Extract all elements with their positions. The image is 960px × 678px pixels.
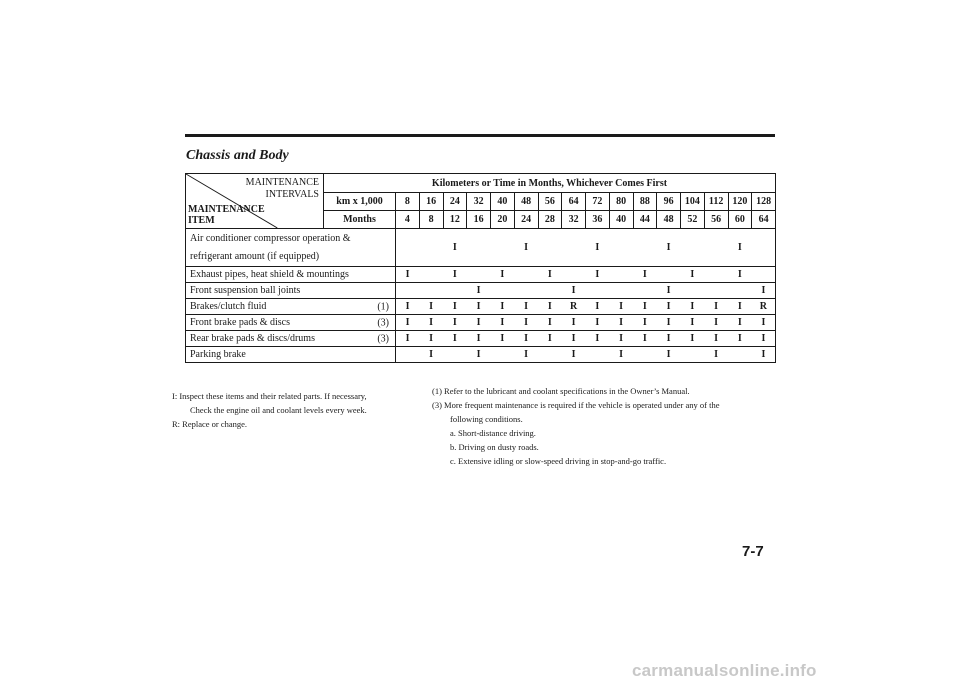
schedule-mark: I <box>752 315 776 331</box>
schedule-mark <box>728 283 752 299</box>
months-value: 24 <box>514 211 538 229</box>
section-title: Chassis and Body <box>186 148 289 163</box>
schedule-mark: I <box>443 267 467 283</box>
footnote-3a: a. Short-distance driving. <box>450 428 536 438</box>
table-row <box>186 229 776 267</box>
schedule-mark: I <box>491 331 515 347</box>
schedule-mark <box>752 267 776 283</box>
schedule-mark: I <box>443 315 467 331</box>
schedule-mark: I <box>396 331 420 347</box>
schedule-mark <box>538 347 562 363</box>
schedule-mark <box>609 283 633 299</box>
schedule-mark <box>562 229 586 267</box>
schedule-mark <box>419 229 443 267</box>
km-label: km x 1,000 <box>324 193 396 211</box>
corner-item-label: MAINTENANCE ITEM <box>188 204 265 226</box>
km-value: 112 <box>704 193 728 211</box>
header-row-span <box>186 174 776 193</box>
schedule-mark: I <box>396 315 420 331</box>
schedule-mark <box>491 283 515 299</box>
schedule-mark <box>704 283 728 299</box>
schedule-mark <box>491 347 515 363</box>
item-name: Exhaust pipes, heat shield & mountings <box>186 267 396 283</box>
schedule-mark <box>443 347 467 363</box>
months-value: 8 <box>419 211 443 229</box>
schedule-mark <box>538 283 562 299</box>
schedule-mark: I <box>514 299 538 315</box>
schedule-mark: I <box>752 283 776 299</box>
schedule-mark <box>419 283 443 299</box>
schedule-mark <box>681 347 705 363</box>
legend-inspect: I: Inspect these items and their related parts. If necessary, <box>172 391 367 401</box>
km-value: 16 <box>419 193 443 211</box>
footnote-3: (3) More frequent maintenance is required if the vehicle is operated under any of the <box>432 400 720 410</box>
months-value: 60 <box>728 211 752 229</box>
footnote-1: (1) Refer to the lubricant and coolant specifications in the Owner’s Manual. <box>432 386 690 396</box>
schedule-mark: I <box>419 315 443 331</box>
schedule-mark <box>728 347 752 363</box>
km-value: 64 <box>562 193 586 211</box>
schedule-mark: I <box>538 267 562 283</box>
schedule-mark <box>752 229 776 267</box>
schedule-mark <box>633 283 657 299</box>
schedule-mark: I <box>704 315 728 331</box>
legend-replace: R: Replace or change. <box>172 419 248 429</box>
table-row <box>186 315 776 331</box>
schedule-mark: I <box>657 299 681 315</box>
legend <box>172 389 412 431</box>
km-value: 88 <box>633 193 657 211</box>
schedule-mark: I <box>681 267 705 283</box>
schedule-mark: I <box>514 331 538 347</box>
schedule-mark: I <box>467 315 491 331</box>
schedule-mark: I <box>704 347 728 363</box>
table-row <box>186 267 776 283</box>
schedule-mark <box>514 283 538 299</box>
schedule-mark <box>704 229 728 267</box>
schedule-mark: I <box>491 267 515 283</box>
span-header: Kilometers or Time in Months, Whichever Comes First <box>324 174 776 193</box>
schedule-mark: I <box>681 299 705 315</box>
schedule-mark: I <box>657 229 681 267</box>
schedule-mark: I <box>657 331 681 347</box>
legend-inspect-cont: Check the engine oil and coolant levels every week. <box>190 405 367 415</box>
schedule-mark <box>586 283 610 299</box>
schedule-mark <box>491 229 515 267</box>
months-value: 48 <box>657 211 681 229</box>
schedule-mark: I <box>728 315 752 331</box>
schedule-mark: I <box>562 347 586 363</box>
months-value: 56 <box>704 211 728 229</box>
schedule-mark: I <box>728 299 752 315</box>
corner-intervals-label: MAINTENANCE INTERVALS <box>245 177 319 200</box>
item-name: Brakes/clutch fluid (1) <box>186 299 396 315</box>
schedule-mark: I <box>752 331 776 347</box>
schedule-mark: I <box>586 315 610 331</box>
schedule-mark: I <box>514 315 538 331</box>
corner-header-cell <box>186 174 324 229</box>
schedule-mark: I <box>609 347 633 363</box>
schedule-mark: I <box>467 283 491 299</box>
schedule-mark: I <box>443 331 467 347</box>
schedule-mark: I <box>586 331 610 347</box>
months-value: 12 <box>443 211 467 229</box>
footnote-3b: b. Driving on dusty roads. <box>450 442 539 452</box>
schedule-mark: I <box>514 347 538 363</box>
footnotes <box>432 384 772 468</box>
schedule-mark: I <box>657 347 681 363</box>
schedule-mark: I <box>586 299 610 315</box>
schedule-mark <box>396 229 420 267</box>
km-value: 32 <box>467 193 491 211</box>
schedule-mark: I <box>586 267 610 283</box>
schedule-mark <box>562 267 586 283</box>
schedule-mark: I <box>443 299 467 315</box>
schedule-mark: I <box>586 229 610 267</box>
months-value: 28 <box>538 211 562 229</box>
schedule-mark: I <box>562 283 586 299</box>
months-label: Months <box>324 211 396 229</box>
months-value: 20 <box>491 211 515 229</box>
schedule-mark: R <box>752 299 776 315</box>
schedule-mark: I <box>467 299 491 315</box>
schedule-mark: I <box>419 347 443 363</box>
schedule-mark <box>609 229 633 267</box>
schedule-mark: I <box>609 331 633 347</box>
km-value: 104 <box>681 193 705 211</box>
km-value: 24 <box>443 193 467 211</box>
months-value: 64 <box>752 211 776 229</box>
schedule-mark <box>609 267 633 283</box>
months-value: 36 <box>586 211 610 229</box>
page-number: 7-7 <box>742 543 764 560</box>
schedule-mark: I <box>562 331 586 347</box>
months-value: 44 <box>633 211 657 229</box>
item-name: Front suspension ball joints <box>186 283 396 299</box>
schedule-mark: I <box>419 331 443 347</box>
table-row <box>186 347 776 363</box>
schedule-mark <box>396 283 420 299</box>
km-value: 96 <box>657 193 681 211</box>
maintenance-schedule-table <box>185 173 776 363</box>
schedule-mark <box>443 283 467 299</box>
schedule-mark <box>633 347 657 363</box>
schedule-mark: I <box>419 299 443 315</box>
km-value: 48 <box>514 193 538 211</box>
km-value: 72 <box>586 193 610 211</box>
km-value: 128 <box>752 193 776 211</box>
footnote-3-cont: following conditions. <box>450 414 523 424</box>
watermark: carmanualsonline.info <box>632 661 817 678</box>
km-value: 8 <box>396 193 420 211</box>
months-value: 16 <box>467 211 491 229</box>
top-rule <box>185 134 775 137</box>
item-note: (1) <box>377 301 389 312</box>
schedule-mark <box>681 229 705 267</box>
schedule-mark: I <box>562 315 586 331</box>
schedule-mark <box>467 229 491 267</box>
table-row <box>186 331 776 347</box>
schedule-mark <box>538 229 562 267</box>
schedule-mark <box>681 283 705 299</box>
schedule-mark: I <box>657 315 681 331</box>
schedule-mark <box>657 267 681 283</box>
table-row <box>186 283 776 299</box>
schedule-mark <box>419 267 443 283</box>
schedule-mark: I <box>752 347 776 363</box>
schedule-mark: I <box>467 347 491 363</box>
schedule-mark: I <box>681 315 705 331</box>
schedule-mark: I <box>609 315 633 331</box>
item-name: Parking brake <box>186 347 396 363</box>
schedule-mark <box>467 267 491 283</box>
item-name: Front brake pads & discs (3) <box>186 315 396 331</box>
km-value: 40 <box>491 193 515 211</box>
schedule-mark <box>396 347 420 363</box>
schedule-mark: I <box>514 229 538 267</box>
schedule-mark: R <box>562 299 586 315</box>
schedule-mark: I <box>728 267 752 283</box>
schedule-mark: I <box>704 299 728 315</box>
schedule-mark <box>633 229 657 267</box>
schedule-mark: I <box>538 299 562 315</box>
months-value: 52 <box>681 211 705 229</box>
schedule-mark <box>704 267 728 283</box>
schedule-mark: I <box>704 331 728 347</box>
km-value: 56 <box>538 193 562 211</box>
months-value: 40 <box>609 211 633 229</box>
schedule-mark: I <box>633 331 657 347</box>
schedule-mark: I <box>728 229 752 267</box>
schedule-mark: I <box>633 267 657 283</box>
schedule-mark: I <box>538 315 562 331</box>
item-name: Rear brake pads & discs/drums (3) <box>186 331 396 347</box>
schedule-mark <box>514 267 538 283</box>
item-name: Air conditioner compressor operation & refrigerant amount (if equipped) <box>186 229 396 267</box>
months-value: 4 <box>396 211 420 229</box>
months-value: 32 <box>562 211 586 229</box>
schedule-mark: I <box>396 299 420 315</box>
schedule-mark: I <box>609 299 633 315</box>
km-value: 120 <box>728 193 752 211</box>
schedule-mark <box>586 347 610 363</box>
item-note: (3) <box>377 333 389 344</box>
schedule-mark: I <box>491 315 515 331</box>
schedule-mark: I <box>633 315 657 331</box>
schedule-mark: I <box>681 331 705 347</box>
item-note: (3) <box>377 317 389 328</box>
schedule-mark: I <box>396 267 420 283</box>
footnote-3c: c. Extensive idling or slow-speed driving in stop-and-go traffic. <box>450 456 667 466</box>
schedule-mark: I <box>657 283 681 299</box>
schedule-mark: I <box>443 229 467 267</box>
schedule-mark: I <box>728 331 752 347</box>
table-row <box>186 299 776 315</box>
schedule-mark: I <box>633 299 657 315</box>
schedule-mark: I <box>538 331 562 347</box>
km-value: 80 <box>609 193 633 211</box>
schedule-mark: I <box>491 299 515 315</box>
schedule-mark: I <box>467 331 491 347</box>
